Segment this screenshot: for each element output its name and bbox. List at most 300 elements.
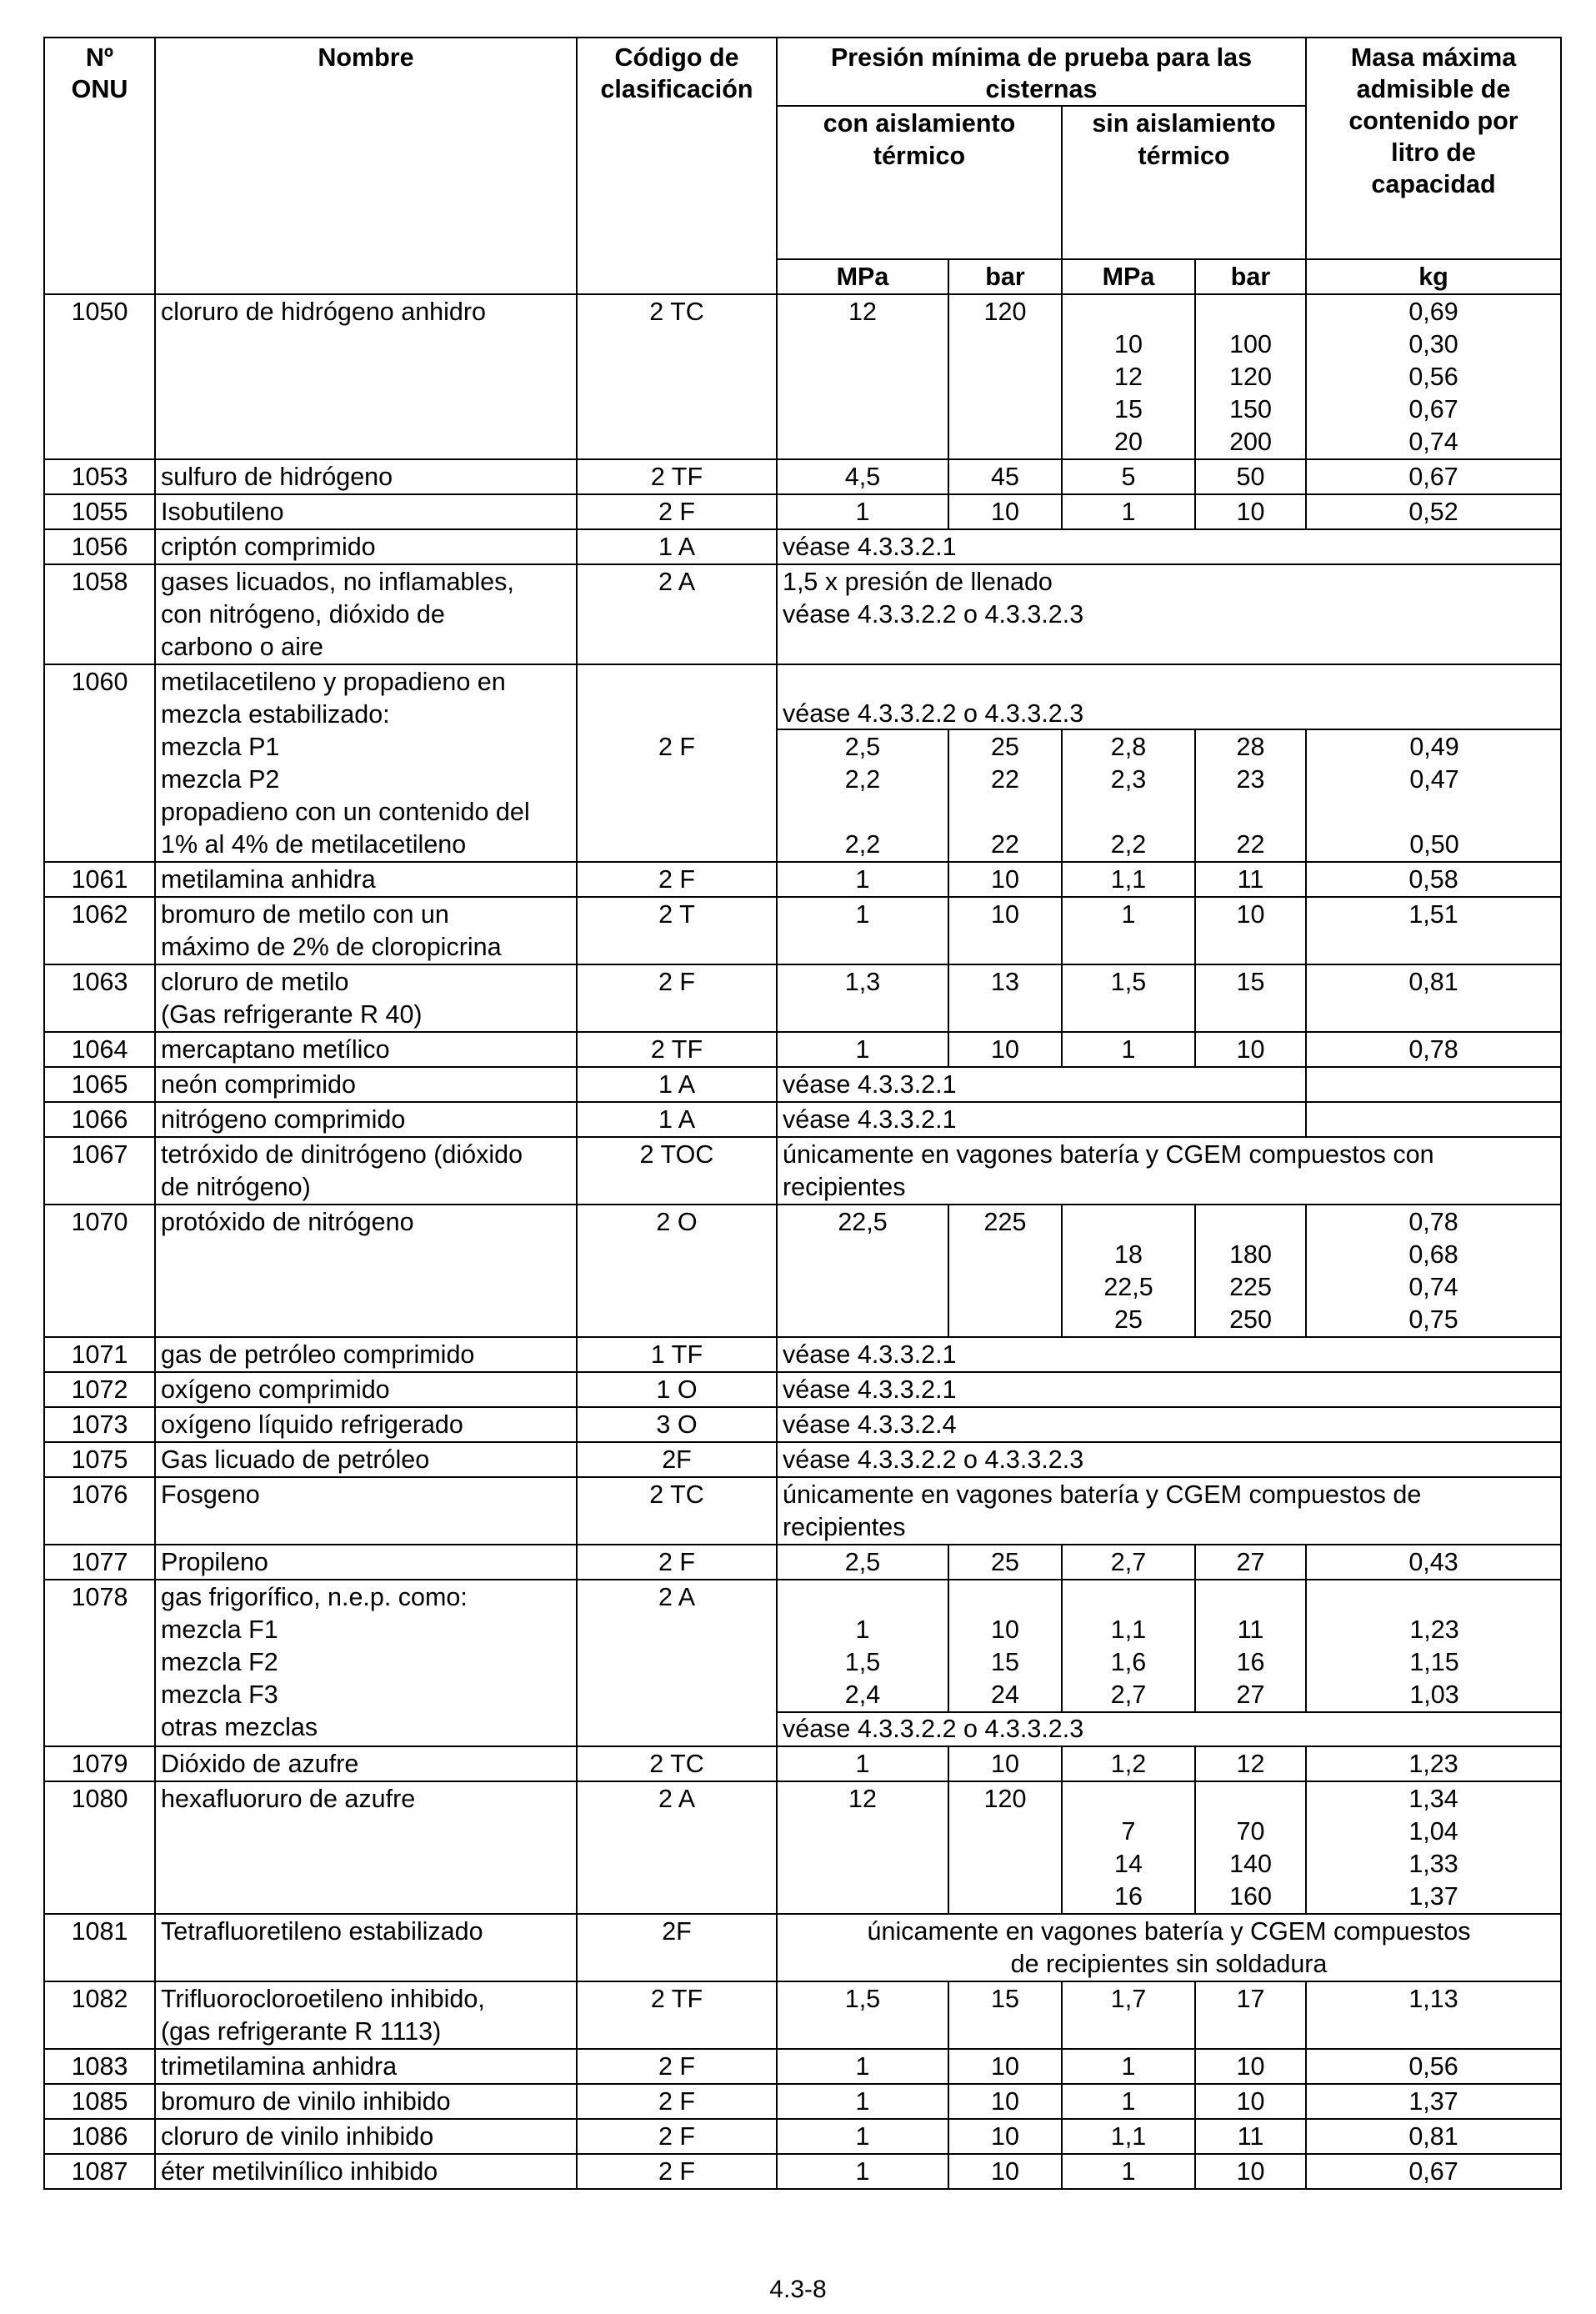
value-cell — [1062, 1781, 1195, 1914]
value-cell — [778, 730, 949, 861]
value-line: 16 — [1114, 1882, 1143, 1911]
value-line — [1196, 1581, 1305, 1614]
classification-code-text: 2 F — [658, 2052, 696, 2081]
substance-name — [155, 1981, 577, 2049]
see-reference-text: véase 4.3.3.2.1 — [783, 1105, 957, 1134]
substance-name-line: con nitrógeno, dióxido de — [161, 600, 445, 629]
classification-code — [577, 1102, 777, 1137]
substance-name-line — [161, 1816, 571, 1848]
classification-code — [577, 1580, 777, 1746]
value-line: 10 — [1236, 498, 1265, 526]
value-line: 180 — [1229, 1240, 1272, 1269]
classification-code — [577, 2154, 777, 2189]
substance-name-line: cloruro de vinilo inhibido — [161, 2122, 434, 2151]
value-line: 1 — [1121, 2087, 1136, 2116]
table-row — [44, 1746, 1561, 1781]
classification-code-text: 2 F — [658, 968, 696, 996]
value-cell — [1306, 1205, 1561, 1337]
substance-name-line — [161, 393, 571, 426]
un-number: 1072 — [44, 1372, 155, 1407]
value-cell — [1195, 1746, 1306, 1781]
value-cell — [948, 494, 1062, 529]
value-cell — [1306, 459, 1561, 494]
classification-code — [577, 1781, 777, 1914]
un-number: 1056 — [44, 529, 155, 564]
value-line: 1 — [1121, 498, 1136, 526]
value-line: 10 — [1236, 2052, 1265, 2081]
substance-name-line: metilacetileno y propadieno en — [161, 668, 506, 696]
value-line: 225 — [983, 1208, 1027, 1236]
substance-name-line — [161, 1881, 571, 1913]
un-number: 1067 — [44, 1137, 155, 1205]
value-cell — [777, 1032, 948, 1067]
substance-name — [155, 897, 577, 964]
value-line: 10 — [991, 1615, 1019, 1644]
un-number: 1070 — [44, 1205, 155, 1337]
value-line: 22,5 — [1103, 1273, 1153, 1301]
value-line: 1,51 — [1408, 900, 1458, 929]
value-line — [954, 1848, 1056, 1881]
substance-name-line: Gas licuado de petróleo — [161, 1445, 430, 1474]
value-line: 13 — [991, 968, 1019, 996]
classification-code — [577, 529, 777, 564]
un-number: 1082 — [44, 1981, 155, 2049]
value-cell — [1063, 1580, 1196, 1711]
value-line — [954, 328, 1056, 361]
classification-code-text: 2 A — [658, 568, 696, 596]
value-cell — [948, 2049, 1062, 2084]
value-line: 10 — [991, 498, 1019, 526]
value-line — [783, 361, 943, 393]
value-line: 0,81 — [1408, 968, 1458, 996]
classification-code-text: 2 TF — [650, 1035, 703, 1064]
see-reference-text: únicamente en vagones batería y CGEM compuestos con — [783, 1140, 1434, 1169]
value-line: 70 — [1236, 1817, 1265, 1846]
header-mass-line: Masa máxima — [1350, 43, 1517, 72]
value-cell — [777, 1545, 948, 1580]
value-line: 2,8 — [1110, 733, 1147, 761]
value-cell — [1306, 2154, 1561, 2189]
see-reference — [777, 1442, 1561, 1477]
value-cell — [1063, 730, 1196, 861]
value-line: 12 — [1236, 1750, 1265, 1778]
header-pressure-line: Presión mínima de prueba para las — [830, 43, 1253, 72]
table-row — [44, 1407, 1561, 1442]
value-cell — [948, 897, 1062, 964]
value-line: 22 — [991, 765, 1019, 794]
substance-name-line — [161, 1848, 571, 1881]
value-line: 22,5 — [838, 1208, 888, 1236]
value-line: 1 — [1121, 2157, 1136, 2186]
value-line: 1,5 — [844, 1648, 881, 1676]
value-line: 0,56 — [1408, 363, 1458, 391]
substance-name-line: gas frigorífico, n.e.p. como: — [161, 1583, 468, 1611]
value-cell — [948, 1205, 1062, 1337]
value-line: 1,1 — [1110, 2122, 1147, 2151]
substance-name — [155, 2119, 577, 2154]
table-row — [44, 1067, 1561, 1102]
table-row — [44, 494, 1561, 529]
value-cell — [1306, 897, 1561, 964]
value-line: 1 — [855, 2122, 870, 2151]
value-line — [954, 393, 1056, 426]
value-line: 11 — [1237, 1615, 1264, 1644]
value-line — [783, 328, 943, 361]
substance-name — [155, 1032, 577, 1067]
classification-code — [577, 494, 777, 529]
classification-code-text: 2 F — [658, 2157, 696, 2186]
value-cell — [777, 2049, 948, 2084]
value-line: 2,2 — [1110, 830, 1147, 859]
value-cell — [777, 2119, 948, 2154]
value-cell — [1062, 2084, 1195, 2119]
value-cell — [777, 897, 948, 964]
classification-code-text: 2F — [662, 1445, 692, 1474]
value-line: 1,04 — [1408, 1817, 1458, 1846]
value-line — [954, 1816, 1056, 1848]
substance-name-line: gases licuados, no inflamables, — [161, 568, 514, 596]
un-number: 1087 — [44, 2154, 155, 2189]
value-line: 1 — [855, 900, 870, 929]
substance-name — [155, 2154, 577, 2189]
value-cell — [1062, 862, 1195, 897]
value-line: 1,3 — [844, 968, 881, 996]
header-with-insulation — [777, 106, 1062, 259]
classification-code — [577, 2049, 777, 2084]
classification-code — [577, 964, 777, 1032]
value-line — [954, 1271, 1056, 1304]
value-cell — [1062, 897, 1195, 964]
un-number: 1071 — [44, 1337, 155, 1372]
value-cell — [948, 2154, 1062, 2189]
value-line: 18 — [1114, 1240, 1143, 1269]
value-line: 12 — [848, 298, 877, 326]
value-line — [1307, 1581, 1562, 1614]
substance-name-line — [161, 1304, 571, 1336]
value-cell — [1195, 2119, 1306, 2154]
value-line: 2,3 — [1110, 765, 1147, 794]
value-line — [778, 1581, 948, 1614]
see-reference — [777, 1914, 1561, 1981]
value-cell — [777, 294, 948, 459]
value-line: 1 — [855, 2052, 870, 2081]
value-cell — [1195, 2084, 1306, 2119]
classification-code — [577, 2119, 777, 2154]
substance-name-line: máximo de 2% de cloropicrina — [161, 933, 502, 961]
value-line: 17 — [1236, 1985, 1265, 2013]
value-line: 1,37 — [1408, 1882, 1458, 1911]
header-pressure — [777, 38, 1306, 106]
classification-code-text: 1 O — [656, 1375, 698, 1404]
substance-name-line: mercaptano metílico — [161, 1035, 390, 1064]
value-line: 10 — [991, 1750, 1019, 1778]
see-reference-text: véase 4.3.3.2.2 o 4.3.3.2.3 — [783, 1715, 1084, 1743]
value-line: 0,30 — [1408, 330, 1458, 358]
value-line: 0,67 — [1408, 2157, 1458, 2186]
substance-name-line — [161, 328, 571, 361]
substance-name — [155, 1580, 577, 1746]
substance-name — [155, 529, 577, 564]
value-line — [1201, 296, 1300, 328]
substance-name — [155, 1337, 577, 1372]
classification-code-text: 2 F — [658, 733, 696, 761]
un-number: 1083 — [44, 2049, 155, 2084]
value-line: 15 — [1236, 968, 1265, 996]
value-line — [783, 1304, 943, 1336]
substance-name — [155, 494, 577, 529]
classification-code-text: 2 TC — [649, 298, 704, 326]
value-line: 15 — [1114, 395, 1143, 423]
value-cell — [1062, 964, 1195, 1032]
substance-name-line: tetróxido de dinitrógeno (dióxido — [161, 1140, 523, 1169]
value-line: 1,13 — [1408, 1985, 1458, 2013]
table-row — [44, 459, 1561, 494]
substance-name — [155, 2049, 577, 2084]
table-row — [44, 897, 1561, 964]
un-number: 1075 — [44, 1442, 155, 1477]
value-line: 10 — [1114, 330, 1143, 358]
value-line: 0,74 — [1408, 428, 1458, 456]
table-header — [44, 38, 1561, 294]
empty-mass-cell — [1306, 1067, 1561, 1102]
value-line — [783, 1816, 943, 1848]
value-cell — [1195, 494, 1306, 529]
classification-code — [577, 1981, 777, 2049]
value-line: 2,2 — [844, 765, 881, 794]
value-line — [1201, 1206, 1300, 1239]
see-reference-text: véase 4.3.3.2.1 — [783, 1070, 957, 1099]
table-row — [44, 1372, 1561, 1407]
value-line — [1068, 296, 1189, 328]
see-reference-text: véase 4.3.3.2.2 o 4.3.3.2.3 — [783, 1445, 1084, 1474]
value-line — [949, 796, 1061, 829]
value-line: 22 — [991, 830, 1019, 859]
see-reference-text: de recipientes sin soldadura — [1010, 1950, 1328, 1978]
header-code-line: Código de — [614, 43, 739, 72]
un-number: 1073 — [44, 1407, 155, 1442]
value-cell — [948, 1545, 1062, 1580]
value-cell — [1195, 897, 1306, 964]
value-cell — [777, 1205, 948, 1337]
value-line: 1,1 — [1110, 865, 1147, 894]
table-row — [44, 964, 1561, 1032]
table-row — [44, 1442, 1561, 1477]
classification-code-text: 1 TF — [650, 1340, 703, 1369]
value-line — [954, 361, 1056, 393]
substance-name-line: oxígeno comprimido — [161, 1375, 390, 1404]
classification-code-text: 2 TC — [649, 1750, 704, 1778]
value-line — [783, 1848, 943, 1881]
see-reference-text: 1,5 x presión de llenado — [783, 568, 1053, 596]
value-line: 28 — [1236, 733, 1265, 761]
header-unit: kg — [1306, 259, 1561, 294]
value-cell — [949, 730, 1063, 861]
value-line: 1 — [855, 1035, 870, 1064]
see-reference-text: véase 4.3.3.2.2 o 4.3.3.2.3 — [783, 600, 1084, 629]
un-number: 1079 — [44, 1746, 155, 1781]
substance-name-line — [161, 426, 571, 458]
value-line — [1196, 796, 1305, 829]
classification-code — [577, 1746, 777, 1781]
value-line: 150 — [1229, 395, 1272, 423]
see-reference-text: véase 4.3.3.2.1 — [783, 1340, 957, 1369]
value-cell — [1195, 2154, 1306, 2189]
substance-name-line: mezcla F3 — [161, 1680, 278, 1709]
value-cell — [1062, 1205, 1195, 1337]
value-line: 1,33 — [1408, 1850, 1458, 1878]
header-no-line: ONU — [71, 75, 128, 103]
classification-code — [577, 1914, 777, 1981]
value-cell — [777, 459, 948, 494]
see-reference-text: únicamente en vagones batería y CGEM compuestos — [867, 1917, 1471, 1946]
value-cell — [777, 862, 948, 897]
value-cell — [1195, 2049, 1306, 2084]
value-cell — [1195, 964, 1306, 1032]
value-cell — [948, 459, 1062, 494]
substance-name-line: gas de petróleo comprimido — [161, 1340, 475, 1369]
value-line: 10 — [991, 2052, 1019, 2081]
substance-name-line: criptón comprimido — [161, 533, 376, 561]
substance-name — [155, 1102, 577, 1137]
header-unit: bar — [948, 259, 1062, 294]
table-body — [44, 294, 1561, 2189]
classification-code — [577, 2084, 777, 2119]
table-row — [44, 1580, 1561, 1746]
table-row — [44, 1032, 1561, 1067]
substance-name — [155, 1407, 577, 1442]
substance-name — [155, 862, 577, 897]
classification-code — [577, 1032, 777, 1067]
see-reference — [777, 1477, 1561, 1545]
classification-code — [577, 1442, 777, 1477]
value-cell — [1062, 1032, 1195, 1067]
value-line: 12 — [1114, 363, 1143, 391]
value-line: 15 — [991, 1985, 1019, 2013]
header-without-insulation — [1062, 106, 1306, 259]
un-number: 1062 — [44, 897, 155, 964]
table-row — [44, 1137, 1561, 1205]
un-number: 1053 — [44, 459, 155, 494]
value-line — [1063, 1581, 1194, 1614]
classification-code-text: 1 A — [658, 533, 696, 561]
header-code-line: clasificación — [600, 75, 753, 103]
un-number: 1063 — [44, 964, 155, 1032]
value-line: 2,5 — [844, 733, 881, 761]
table-row — [44, 2049, 1561, 2084]
classification-code — [577, 294, 777, 459]
value-line — [1068, 1783, 1189, 1816]
classification-code — [577, 664, 777, 862]
value-line: 45 — [991, 463, 1019, 491]
classification-code — [577, 1205, 777, 1337]
substance-name-line: mezcla estabilizado: — [161, 700, 390, 729]
value-line: 15 — [991, 1648, 1019, 1676]
substance-name — [155, 1545, 577, 1580]
substance-name — [155, 1067, 577, 1102]
classification-code-text: 2 F — [658, 2122, 696, 2151]
substance-name — [155, 1372, 577, 1407]
value-line: 0,67 — [1408, 463, 1458, 491]
value-cell — [1195, 1781, 1306, 1914]
un-number: 1064 — [44, 1032, 155, 1067]
value-line: 25 — [991, 733, 1019, 761]
value-cell — [1196, 730, 1307, 861]
header-unit: bar — [1195, 259, 1306, 294]
substance-name-line: propadieno con un contenido del — [161, 798, 530, 826]
see-reference — [777, 1407, 1561, 1442]
value-line: 1,37 — [1408, 2087, 1458, 2116]
classification-code — [577, 564, 777, 664]
value-line: 1,5 — [844, 1985, 881, 2013]
header-without-insulation-line: sin aislamiento — [1092, 109, 1276, 138]
substance-name-line — [161, 361, 571, 393]
value-line — [954, 426, 1056, 458]
value-line: 1 — [855, 1750, 870, 1778]
value-cell — [1062, 2049, 1195, 2084]
un-number: 1081 — [44, 1914, 155, 1981]
mixture-block — [777, 664, 1561, 862]
substance-name-line: Tetrafluoretileno estabilizado — [161, 1917, 483, 1946]
see-reference — [777, 1102, 1306, 1137]
substance-name-line: otras mezclas — [161, 1713, 318, 1741]
value-cell — [1306, 2119, 1561, 2154]
value-line — [1068, 1206, 1189, 1239]
classification-code — [577, 459, 777, 494]
value-line: 1 — [1121, 2052, 1136, 2081]
header-without-insulation-line: térmico — [1138, 142, 1230, 170]
value-line: 1 — [855, 2087, 870, 2116]
value-line: 1,23 — [1409, 1615, 1459, 1644]
value-cell — [1306, 1545, 1561, 1580]
value-line: 1,2 — [1110, 1750, 1147, 1778]
table-row — [44, 2119, 1561, 2154]
value-line: 2,7 — [1110, 1548, 1147, 1576]
value-cell — [1195, 862, 1306, 897]
value-line: 4,5 — [844, 463, 881, 491]
value-line: 11 — [1237, 2122, 1264, 2151]
value-line: 0,52 — [1408, 498, 1458, 526]
table-row — [44, 1337, 1561, 1372]
substance-name-line — [161, 1271, 571, 1304]
value-cell — [1062, 2154, 1195, 2189]
table-row — [44, 1205, 1561, 1337]
classification-code — [577, 1545, 777, 1580]
table-row — [44, 529, 1561, 564]
see-reference — [777, 529, 1561, 564]
value-cell — [1195, 294, 1306, 459]
substance-name-line: de nitrógeno) — [161, 1173, 311, 1201]
classification-code-text: 2 TF — [650, 463, 703, 491]
value-line: 1 — [855, 498, 870, 526]
value-line: 10 — [1236, 900, 1265, 929]
value-line: 2,2 — [844, 830, 881, 859]
value-line: 5 — [1121, 463, 1136, 491]
value-line: 0,69 — [1408, 298, 1458, 326]
value-line: 20 — [1114, 428, 1143, 456]
value-line — [783, 1881, 943, 1913]
value-line: 1,15 — [1409, 1648, 1459, 1676]
un-number: 1080 — [44, 1781, 155, 1914]
classification-code-text: 2 O — [656, 1208, 698, 1236]
un-number: 1065 — [44, 1067, 155, 1102]
substance-name-line — [161, 1239, 571, 1271]
value-line: 2,5 — [844, 1548, 881, 1576]
value-cell — [777, 1981, 948, 2049]
value-line: 1,7 — [1110, 1985, 1147, 2013]
classification-code — [577, 1372, 777, 1407]
classification-code-text: 2 TOC — [639, 1140, 714, 1169]
un-number: 1055 — [44, 494, 155, 529]
